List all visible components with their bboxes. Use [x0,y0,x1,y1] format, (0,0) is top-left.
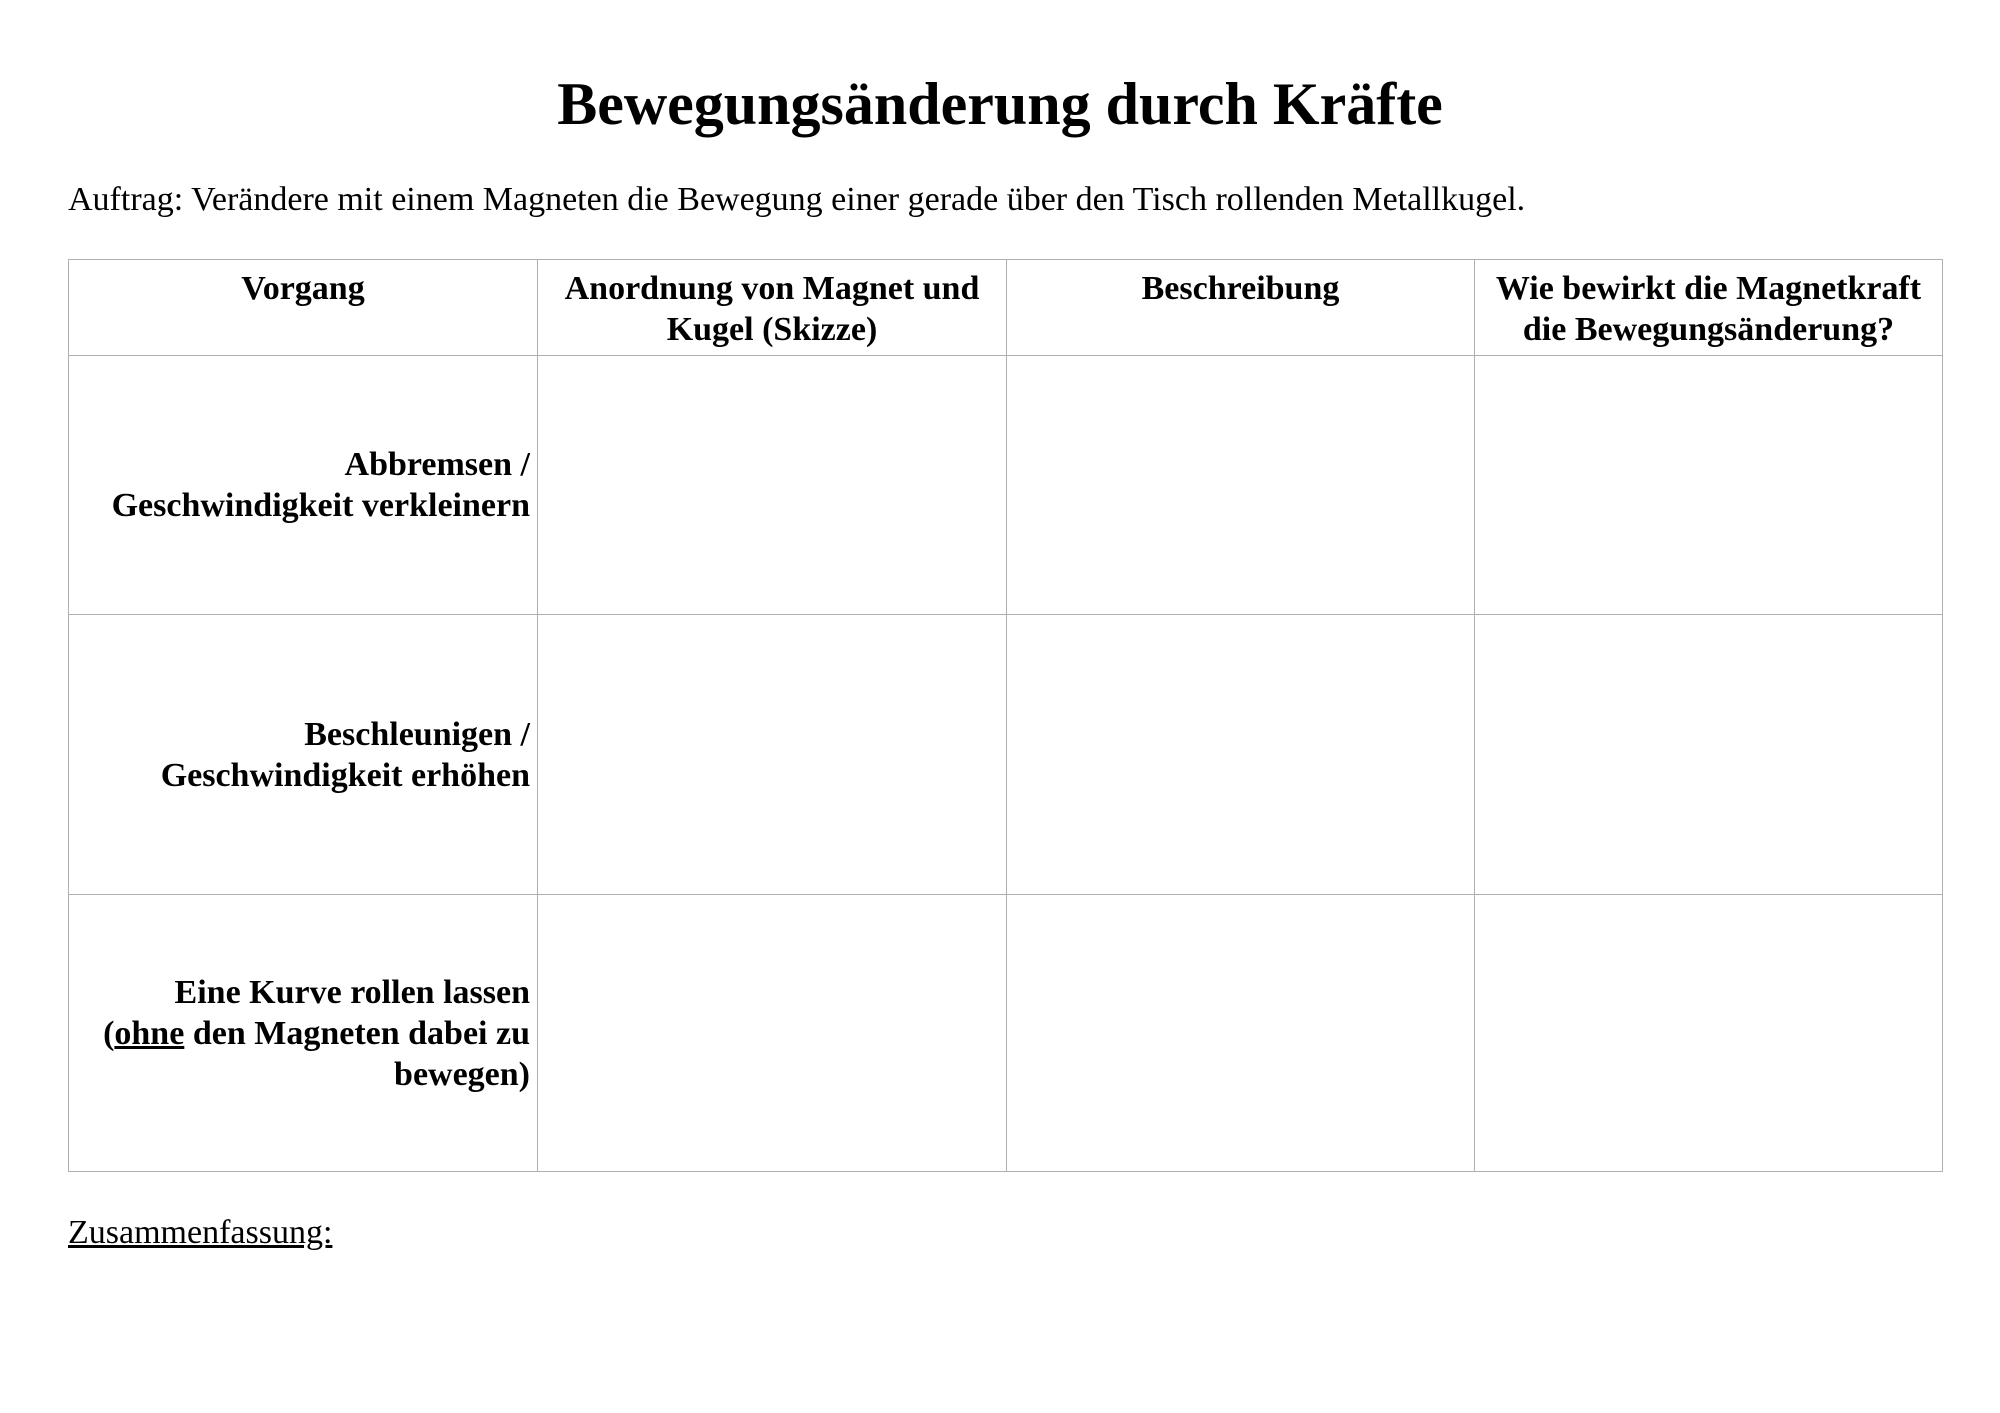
process-label-line2: Geschwindigkeit erhöhen [160,756,530,794]
page-title: Bewegungsänderung durch Kräfte [557,71,1443,137]
process-label-line2: Geschwindigkeit verkleinern [111,487,530,524]
table-row [69,356,1943,615]
instruction-text: Auftrag: Verändere mit einem Magneten die Bewegung einer gerade über den Tisch rollenden Metallkugel. [68,181,1526,218]
process-cell-kurve [69,895,538,1172]
table-header-row [69,260,1943,356]
summary-label: Zusammenfassung: [68,1214,333,1251]
worksheet-table [68,259,1943,1172]
sketch-cell[interactable] [538,895,1007,1172]
process-label-rest: den Magneten dabei zu bewegen) [184,1014,530,1093]
process-label-line1: Eine Kurve rollen lassen [174,973,530,1011]
process-open-paren: ( [103,1014,115,1052]
header-vorgang: Vorgang [69,260,538,356]
sketch-cell[interactable] [538,356,1007,615]
sketch-cell[interactable] [538,615,1007,895]
process-emphasis-ohne: ohne [114,1014,185,1052]
header-anordnung: Anordnung von Magnet und Kugel (Skizze) [538,260,1007,356]
description-cell[interactable] [1007,895,1475,1172]
description-cell[interactable] [1007,356,1475,615]
explanation-cell[interactable] [1475,356,1943,615]
header-magnetkraft: Wie bewirkt die Magnetkraft die Bewegungsänderung? [1475,260,1943,356]
process-label-line1: Beschleunigen / [304,715,530,753]
description-cell[interactable] [1007,615,1475,895]
table-row [69,615,1943,895]
table-row [69,895,1943,1172]
process-cell-beschleunigen [69,615,538,895]
header-beschreibung: Beschreibung [1007,260,1475,356]
process-label-line1: Abbremsen / [344,446,530,483]
explanation-cell[interactable] [1475,895,1943,1172]
explanation-cell[interactable] [1475,615,1943,895]
process-cell-abbremsen [69,356,538,615]
